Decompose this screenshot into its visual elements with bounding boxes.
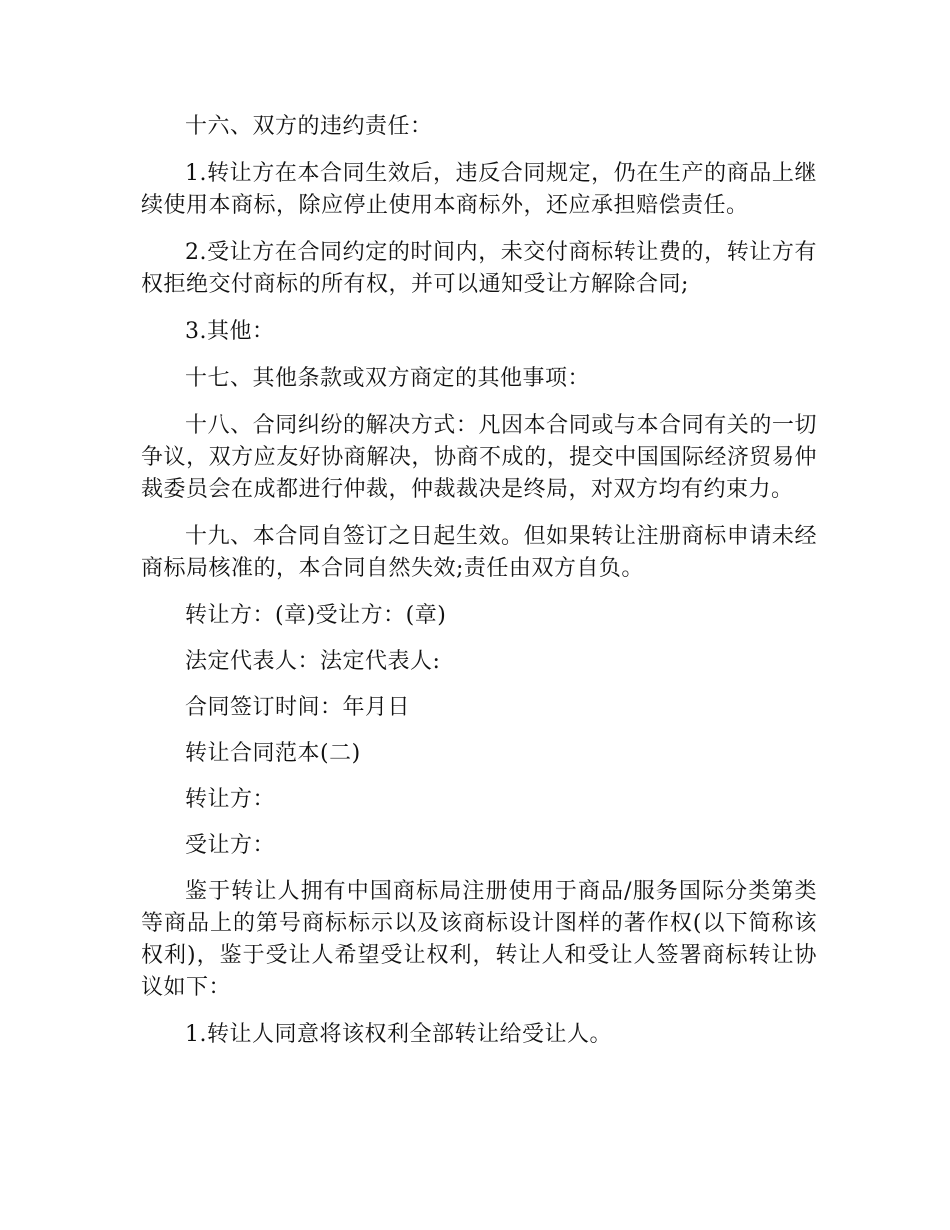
clause-18: 十八、合同纠纷的解决方式：凡因本合同或与本合同有关的一切争议，双方应友好协商解决，协商不成的，提交中国国际经济贸易仲裁委员会在成都进行仲裁，仲裁裁决是终局，对双方均有约束力。 <box>141 413 817 502</box>
sample-contract-title: 转让合同范本(二) <box>185 741 361 766</box>
transferor-line: 转让方： <box>185 787 276 812</box>
transferee-line: 受让方： <box>185 833 276 858</box>
clause-16-item-3: 3.其他： <box>185 319 275 344</box>
legal-representatives-line: 法定代表人：法定代表人: <box>185 649 441 674</box>
signature-parties-line: 转让方：(章)受让方：(章) <box>185 603 447 628</box>
preamble-paragraph: 鉴于转让人拥有中国商标局注册使用于商品/服务国际分类第类等商品上的第号商标标示以及该商标设计图样的著作权(以下简称该权利)，鉴于受让人希望受让权利，转让人和受让人签署商标转让协议如下： <box>141 879 817 1000</box>
agreement-item-1: 1.转让人同意将该权利全部转让给受让人。 <box>185 1022 612 1047</box>
clause-16-heading: 十六、双方的违约责任： <box>185 114 433 139</box>
clause-16-item-2: 2.受让方在合同约定的时间内，未交付商标转让费的，转让方有权拒绝交付商标的所有权，并可以通知受让方解除合同; <box>141 240 817 297</box>
clause-16-item-1: 1.转让方在本合同生效后，违反合同规定，仍在生产的商品上继续使用本商标，除应停止使用本商标外，还应承担赔偿责任。 <box>141 161 817 218</box>
clause-19: 十九、本合同自签订之日起生效。但如果转让注册商标申请未经商标局核准的，本合同自然失效;责任由双方自负。 <box>141 524 817 581</box>
clause-17: 十七、其他条款或双方商定的其他事项： <box>185 366 591 391</box>
signing-date-line: 合同签订时间：年月日 <box>185 695 411 720</box>
document-body <box>141 111 817 1066</box>
